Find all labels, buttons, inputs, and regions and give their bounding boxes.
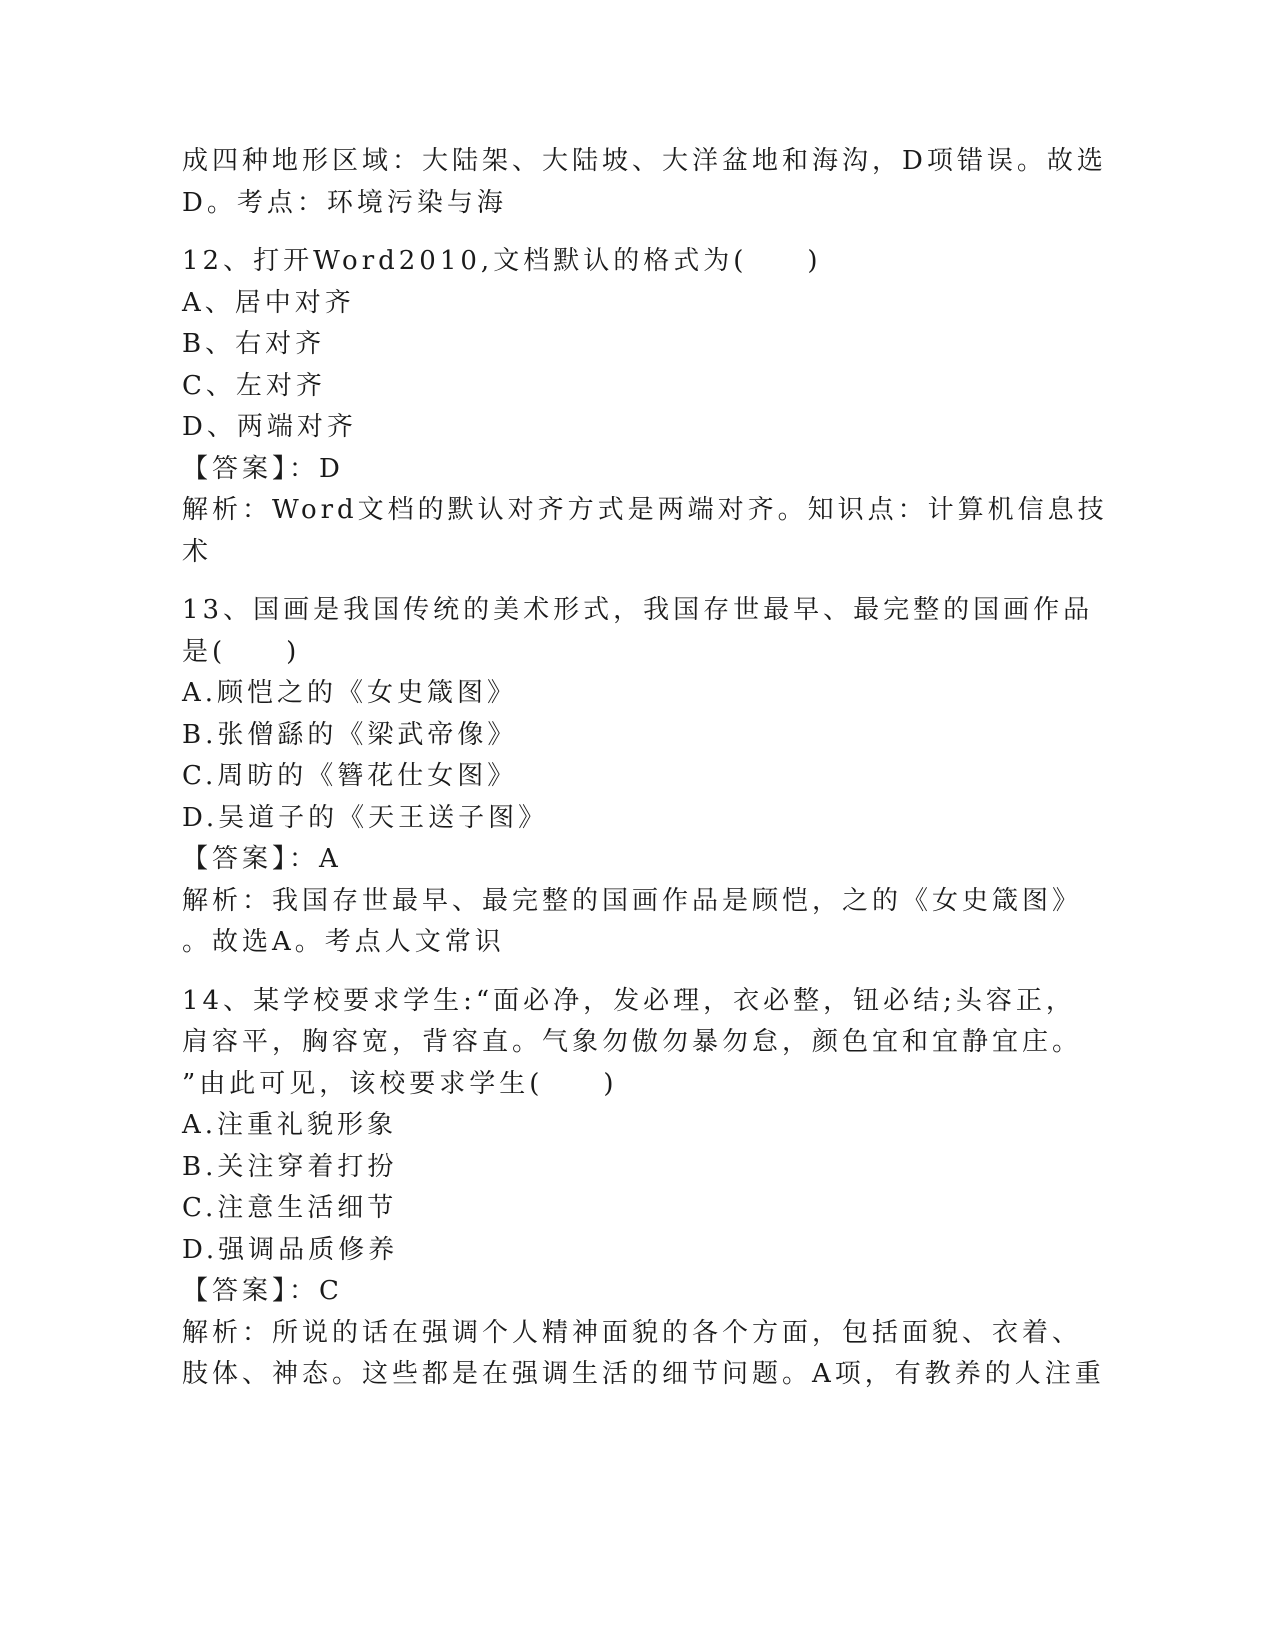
option-c: C、左对齐 — [182, 370, 326, 401]
option-c: C.周昉的《簪花仕女图》 — [182, 761, 518, 791]
text-line: D。考点：环境污染与海 — [182, 187, 507, 218]
question-stem: 14、某学校要求学生:“面必净，发必理，衣必整，钮必结;头容正， — [182, 985, 1076, 1016]
answer-line: 【答案】：C — [182, 1276, 343, 1306]
question-stem: 12、打开Word2010,文档默认的格式为( ) — [182, 246, 822, 276]
analysis-line: 解析：我国存世最早、最完整的国画作品是顾恺，之的《女史箴图》 — [182, 885, 1083, 916]
option-b: B.关注穿着打扮 — [182, 1151, 398, 1182]
option-a: A.顾恺之的《女史箴图》 — [182, 678, 518, 708]
question-13 — [182, 590, 1094, 964]
question-stem: ”由此可见，该校要求学生( ) — [182, 1068, 618, 1099]
answer-line: 【答案】：A — [182, 844, 342, 874]
intro-paragraph — [182, 141, 1107, 224]
option-c: C.注意生活细节 — [182, 1193, 398, 1223]
document-page — [182, 141, 1108, 1396]
option-b: B.张僧繇的《梁武帝像》 — [182, 719, 518, 750]
question-stem: 肩容平，胸容宽，背容直。气象勿傲勿暴勿怠，颜色宜和宜静宜庄。 — [182, 1027, 1083, 1057]
option-d: D.强调品质修养 — [182, 1234, 399, 1265]
option-a: A、居中对齐 — [182, 287, 355, 318]
option-d: D.吴道子的《天王送子图》 — [182, 802, 549, 833]
text-line: 成四种地形区域：大陆架、大陆坡、大洋盆地和海沟，D项错误。故选 — [182, 146, 1107, 176]
analysis-line: 术 — [182, 536, 213, 567]
option-d: D、两端对齐 — [182, 412, 357, 442]
question-stem: 是( ) — [182, 636, 301, 667]
analysis-line: 解析：所说的话在强调个人精神面貌的各个方面，包括面貌、衣着、 — [182, 1317, 1083, 1348]
answer-line: 【答案】：D — [182, 453, 344, 484]
question-14 — [182, 981, 1105, 1396]
analysis-line: 。故选A。考点人文常识 — [182, 927, 505, 957]
analysis-line: 肢体、神态。这些都是在强调生活的细节问题。A项，有教养的人注重 — [182, 1359, 1105, 1389]
question-stem: 13、国画是我国传统的美术形式，我国存世最早、最完整的国画作品 — [182, 595, 1094, 625]
question-12 — [182, 241, 1108, 573]
analysis-line: 解析：Word文档的默认对齐方式是两端对齐。知识点：计算机信息技 — [182, 495, 1108, 525]
option-b: B、右对齐 — [182, 329, 326, 359]
option-a: A.注重礼貌形象 — [182, 1110, 398, 1140]
